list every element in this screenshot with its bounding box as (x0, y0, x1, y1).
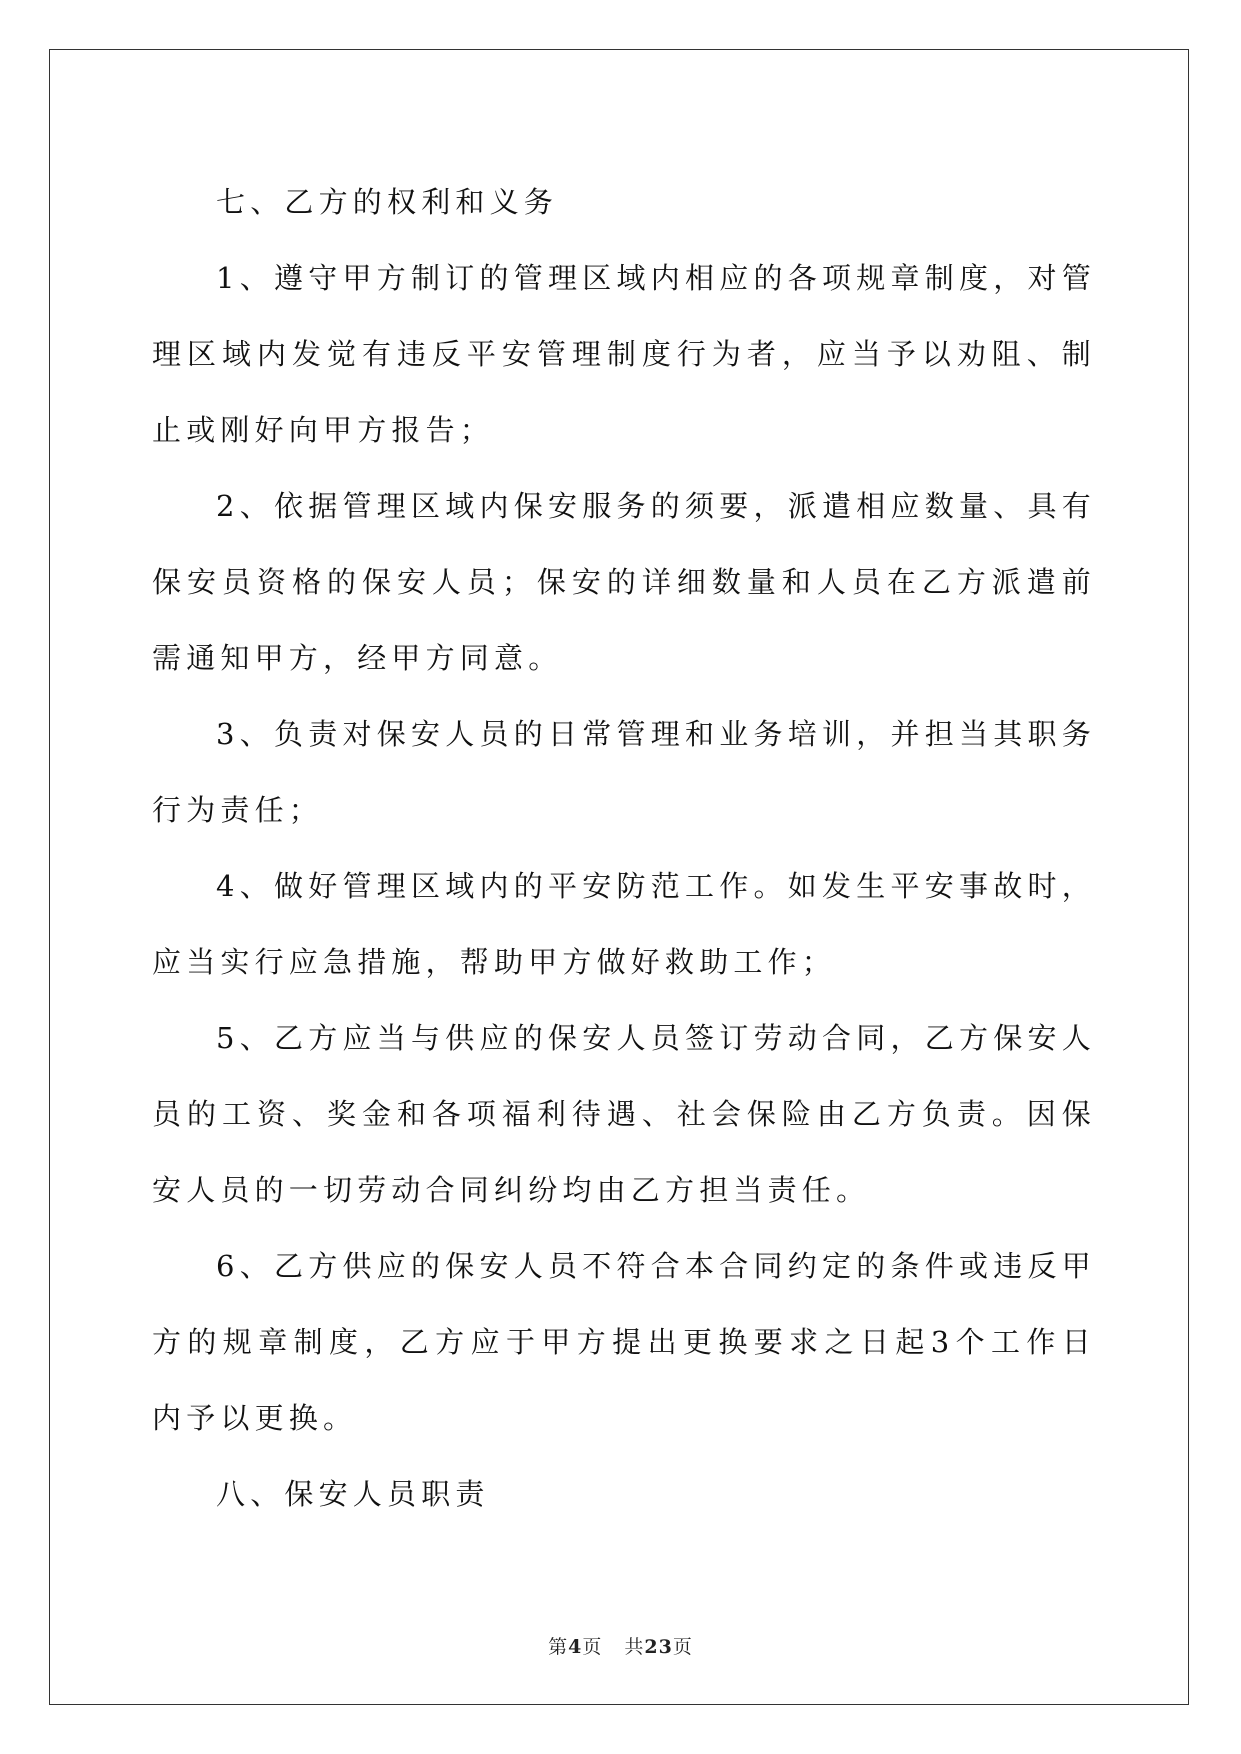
total-pages: 23 (644, 1636, 673, 1658)
clause-paragraph-5: 5、乙方应当与供应的保安人员签订劳动合同，乙方保安人员的工资、奖金和各项福利待遇、社会保险由乙方负责。因保安人员的一切劳动合同纠纷均由乙方担当责任。 (152, 1021, 1096, 1207)
page-number: 4 (568, 1636, 583, 1658)
page-footer (0, 1632, 1241, 1659)
clause-paragraph-3: 3、负责对保安人员的日常管理和业务培训，并担当其职务行为责任； (152, 717, 1096, 827)
total-suffix: 页 (672, 1636, 693, 1658)
page-prefix: 第 (548, 1636, 569, 1658)
clause-paragraph-1: 1、遵守甲方制订的管理区域内相应的各项规章制度，对管理区域内发觉有违反平安管理制度行为者，应当予以劝阻、制止或刚好向甲方报告； (152, 261, 1096, 447)
clause-paragraph-4: 4、做好管理区域内的平安防范工作。如发生平安事故时，应当实行应急措施，帮助甲方做好救助工作； (152, 869, 1096, 979)
section-heading-eight: 八、保安人员职责 (216, 1477, 490, 1511)
total-prefix: 共 (624, 1636, 645, 1658)
clause-paragraph-2: 2、依据管理区域内保安服务的须要，派遣相应数量、具有保安员资格的保安人员；保安的详细数量和人员在乙方派遣前需通知甲方，经甲方同意。 (152, 489, 1096, 675)
document-body (152, 164, 1096, 1532)
page-suffix: 页 (582, 1636, 603, 1658)
section-heading-seven: 七、乙方的权利和义务 (216, 185, 559, 219)
clause-paragraph-6: 6、乙方供应的保安人员不符合本合同约定的条件或违反甲方的规章制度，乙方应于甲方提出更换要求之日起3个工作日内予以更换。 (152, 1249, 1096, 1435)
